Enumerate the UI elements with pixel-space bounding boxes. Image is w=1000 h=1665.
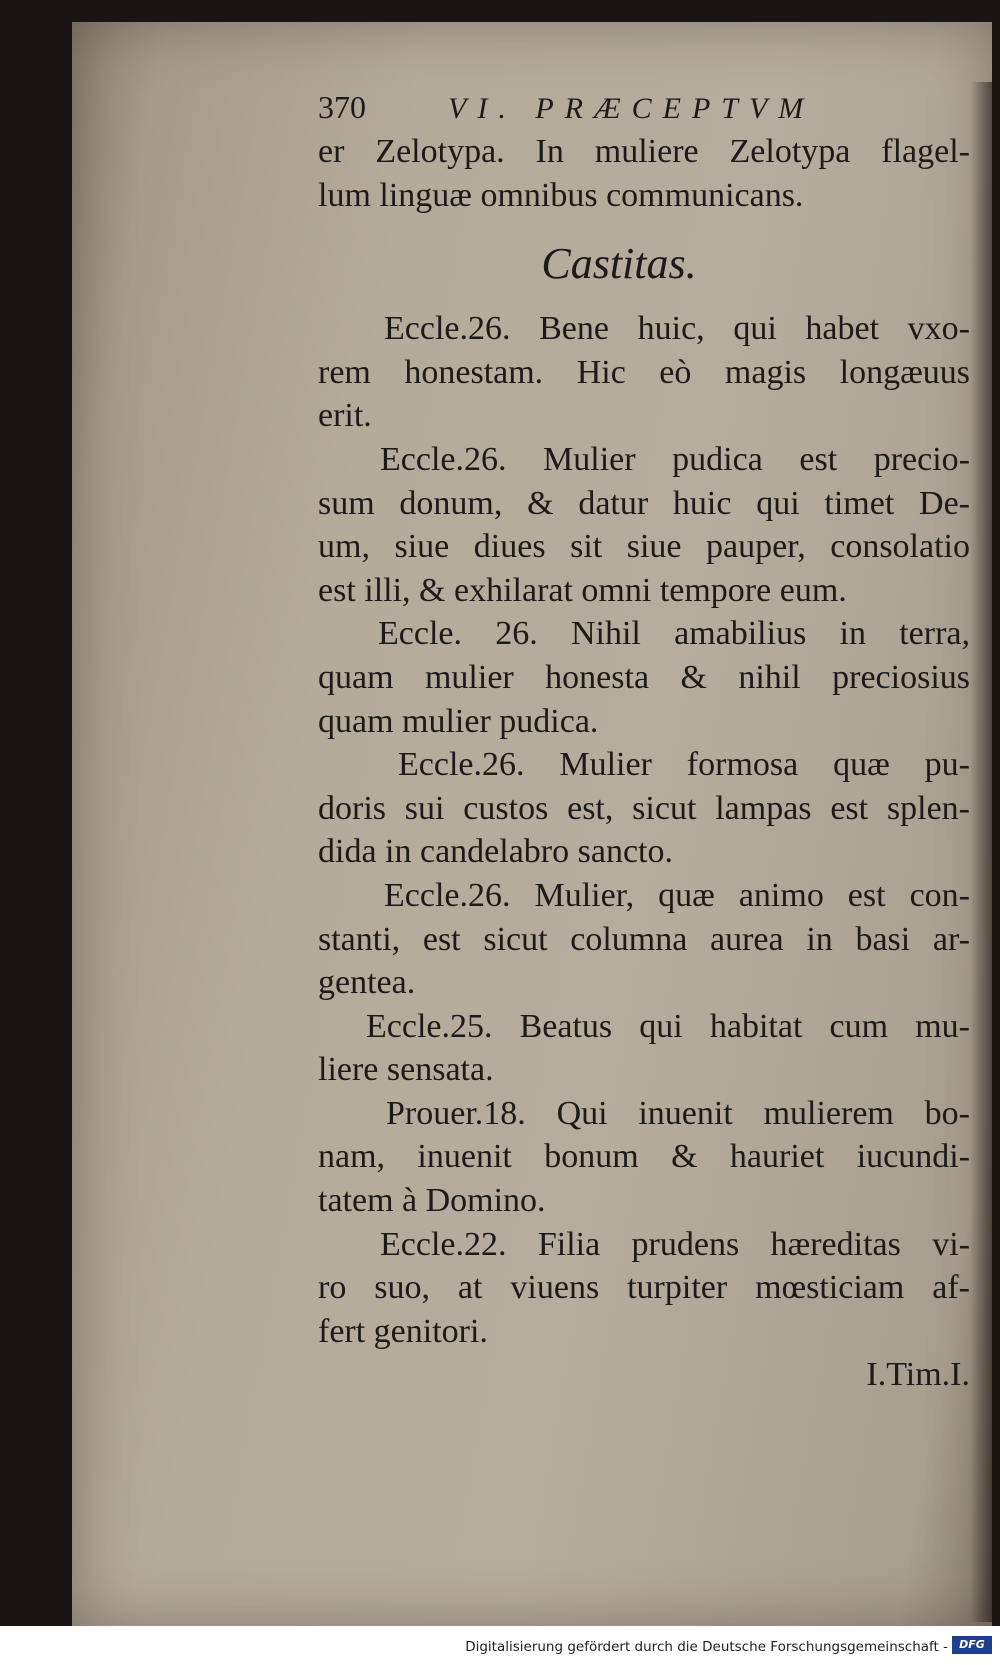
text-line: erit.	[318, 397, 372, 435]
text-line: stanti, est sicut columna aurea in basi ar-	[318, 920, 970, 958]
text-line: tatem à Domino.	[318, 1182, 546, 1220]
text-line: Eccle. 26. Nihil amabilius in terra,	[378, 615, 970, 653]
text-line: fert genitori.	[318, 1312, 488, 1350]
text-line: dida in candelabro sancto.	[318, 833, 673, 871]
text-line: sum donum, & datur huic qui timet De-	[318, 484, 970, 522]
paragraph	[318, 1092, 970, 1223]
paragraph	[318, 874, 970, 1005]
running-title: VI. PRÆCEPTVM	[448, 92, 815, 125]
catchword: I.Tim.I.	[866, 1356, 970, 1394]
text-line: Eccle.26. Bene huic, qui habet vxo-	[384, 310, 970, 348]
dfg-logo: DFG	[952, 1636, 992, 1654]
paragraph	[318, 1005, 970, 1092]
text-line: est illi, & exhilarat omni tempore eum.	[318, 571, 847, 609]
funding-credit: Digitalisierung gefördert durch die Deutsche Forschungsgemeinschaft -	[465, 1639, 948, 1655]
text-line: er Zelotypa. In muliere Zelotypa flagel-	[318, 133, 970, 170]
text-line: Eccle.26. Mulier, quæ animo est con-	[384, 876, 970, 914]
section-heading: Castitas.	[541, 239, 697, 289]
text-line: ro suo, at viuens turpiter mœsticiam af-	[318, 1269, 970, 1307]
page-gutter-shadow	[970, 82, 992, 1622]
text-line: quam mulier honesta & nihil preciosius	[318, 658, 970, 696]
paragraph	[318, 1223, 970, 1354]
paragraph	[318, 307, 970, 438]
text-line: Eccle.26. Mulier pudica est precio-	[380, 440, 970, 478]
paragraph	[318, 743, 970, 874]
text-line: quam mulier pudica.	[318, 702, 599, 740]
page-number: 370	[318, 89, 366, 125]
paragraph	[318, 438, 970, 612]
text-line: lum linguæ omnibus communicans.	[318, 176, 804, 214]
text-line: gentea.	[318, 964, 416, 1002]
text-line: Eccle.22. Filia prudens hæreditas vi-	[380, 1225, 970, 1263]
page-text	[318, 86, 970, 1397]
text-line: Prouer.18. Qui inuenit mulierem bo-	[386, 1094, 970, 1132]
text-line: um, siue diues sit siue pauper, consolatio	[318, 528, 970, 566]
paragraph	[318, 612, 970, 743]
text-line: liere sensata.	[318, 1051, 494, 1089]
running-header	[318, 86, 970, 130]
text-line: Eccle.25. Beatus qui habitat cum mu-	[366, 1007, 970, 1045]
digitization-footer	[0, 1626, 1000, 1665]
text-line: doris sui custos est, sicut lampas est splen-	[318, 789, 970, 827]
text-line: rem honestam. Hic eò magis longæuus	[318, 353, 970, 391]
text-line: Eccle.26. Mulier formosa quæ pu-	[398, 746, 970, 784]
text-line: nam, inuenit bonum & hauriet iucundi-	[318, 1138, 970, 1176]
